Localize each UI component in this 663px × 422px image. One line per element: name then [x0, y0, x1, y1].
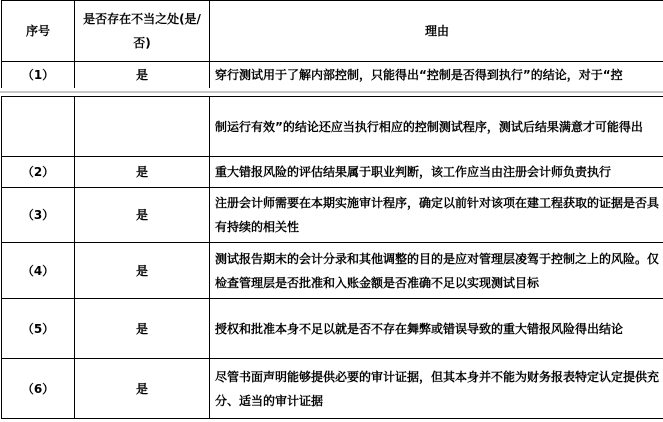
table-row [2, 243, 663, 299]
row-flag: 是 [75, 157, 210, 188]
row-flag: 是 [75, 359, 210, 419]
table-row [2, 157, 663, 188]
row-index: （4） [2, 243, 75, 299]
row-reason: 制运行有效”的结论还应当执行相应的控制测试程序，测试后结果满意才可能得出 [210, 97, 663, 157]
row-reason: 尽管书面声明能够提供必要的审计证据，但其本身并不能为财务报表特定认定提供充分、适当的审计证据 [210, 359, 663, 419]
row-flag: 是 [75, 188, 210, 243]
row-flag: 是 [75, 299, 210, 359]
row-index: （5） [2, 299, 75, 359]
row-index: （1） [2, 62, 75, 89]
row-flag: 是 [75, 62, 210, 89]
page-break-divider [0, 91, 663, 93]
row-reason: 授权和批准本身不足以就是否不存在舞弊或错误导致的重大错报风险得出结论 [210, 299, 663, 359]
header-flag: 是否存在不当之处(是/否) [75, 1, 210, 62]
header-reason: 理由 [210, 1, 663, 62]
row-flag: 是 [75, 243, 210, 299]
header-index: 序号 [2, 1, 75, 62]
row-index: （6） [2, 359, 75, 419]
row-index: （2） [2, 157, 75, 188]
row-reason: 重大错报风险的评估结果属于职业判断，该工作应当由注册会计师负责执行 [210, 157, 663, 188]
row-index: （3） [2, 188, 75, 243]
table-row [2, 299, 663, 359]
table-row [2, 97, 663, 157]
row-flag [75, 97, 210, 157]
table-header-row [2, 1, 663, 62]
row-index [2, 97, 75, 157]
row-reason: 注册会计师需要在本期实施审计程序，确定以前针对该项在建工程获取的证据是否具有持续的相关性 [210, 188, 663, 243]
row-reason: 穿行测试用于了解内部控制，只能得出“控制是否得到执行”的结论，对于“控 [210, 62, 663, 89]
row-reason: 测试报告期末的会计分录和其他调整的目的是应对管理层凌驾于控制之上的风险。仅检查管理层是否批准和入账金额是否准确不足以实现测试目标 [210, 243, 663, 299]
table-row [2, 62, 663, 89]
table-row [2, 188, 663, 243]
table-row [2, 359, 663, 419]
audit-table-top [1, 0, 663, 89]
audit-table-bottom [1, 96, 663, 419]
